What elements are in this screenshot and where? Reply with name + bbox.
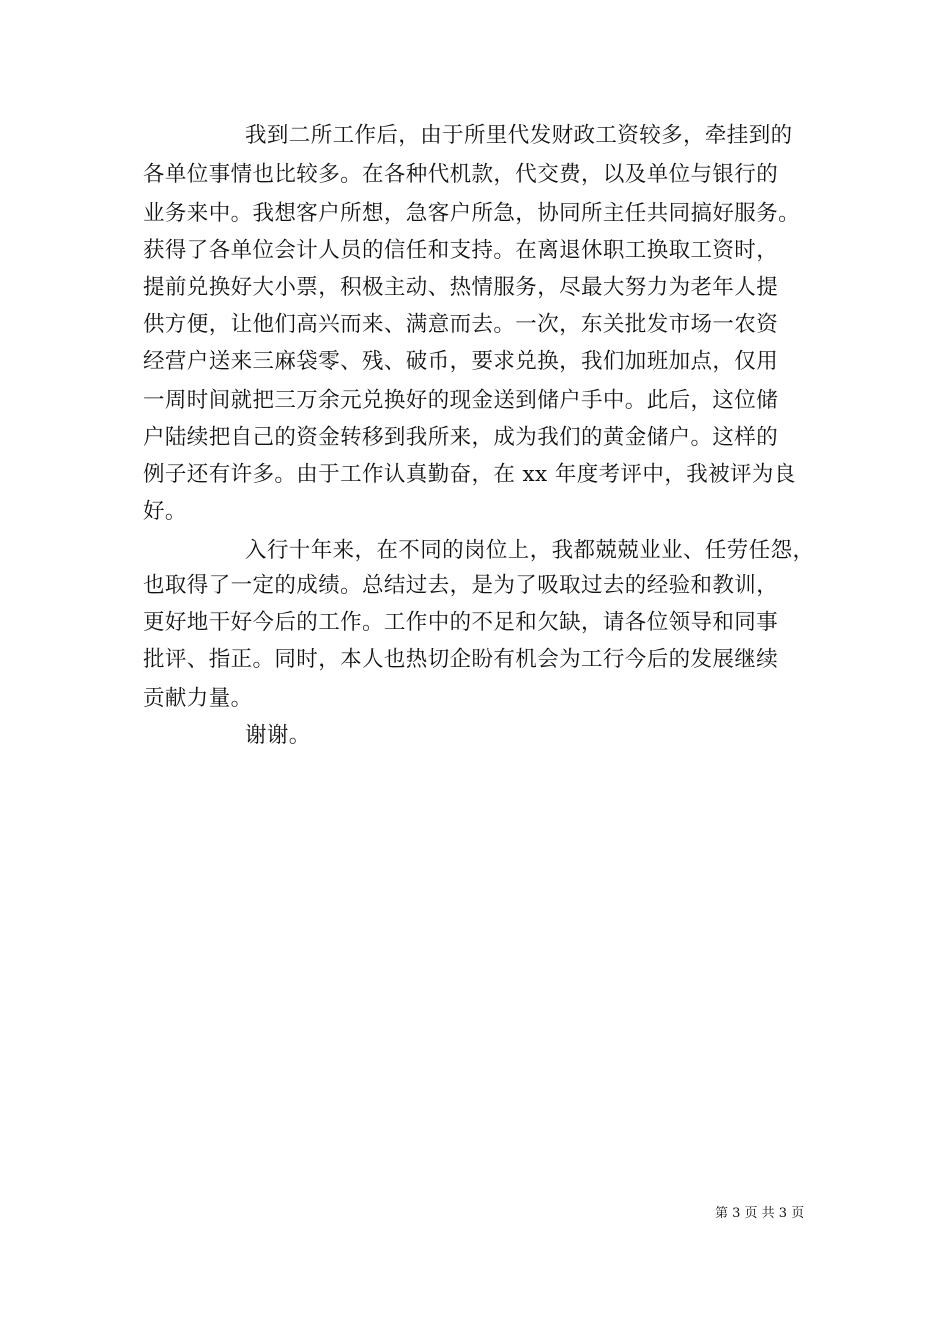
text-line: 业务来中。我想客户所想，急客户所急，协同所主任共同搞好服务。 <box>143 201 801 226</box>
text-line: 批评、指正。同时，本人也热切企盼有机会为工行今后的发展继续 <box>143 647 779 672</box>
text-line: 更好地干好今后的工作。工作中的不足和欠缺，请各位领导和同事 <box>143 610 779 635</box>
text-line: 也取得了一定的成绩。总结过去，是为了吸取过去的经验和教训， <box>143 573 779 598</box>
text-line: 获得了各单位会计人员的信任和支持。在离退休职工换取工资时， <box>143 238 779 263</box>
closing-text: 谢谢。 <box>245 723 311 748</box>
text-line: 供方便，让他们高兴而来、满意而去。一次，东关批发市场一农资 <box>143 312 779 337</box>
text-line: 入行十年来，在不同的岗位上，我都兢兢业业、任劳任怨， <box>245 538 815 563</box>
text-line: 贡献力量。 <box>143 686 253 711</box>
page-number-footer: 第 3 页 共 3 页 <box>715 1206 805 1221</box>
text-line: 提前兑换好大小票，积极主动、热情服务，尽最大努力为老年人提 <box>143 275 779 300</box>
text-line: 各单位事情也比较多。在各种代机款，代交费，以及单位与银行的 <box>143 162 779 187</box>
text-line: 户陆续把自己的资金转移到我所来，成为我们的黄金储户。这样的 <box>143 425 779 450</box>
text-line: 好。 <box>143 499 187 524</box>
text-line: 一周时间就把三万余元兑换好的现金送到储户手中。此后，这位储 <box>143 388 779 413</box>
text-line: 我到二所工作后，由于所里代发财政工资较多，牵挂到的 <box>245 123 793 148</box>
text-line: 例子还有许多。由于工作认真勤奋，在 xx 年度考评中，我被评为良 <box>143 462 796 487</box>
text-line: 经营户送来三麻袋零、残、破币，要求兑换，我们加班加点，仅用 <box>143 349 779 374</box>
